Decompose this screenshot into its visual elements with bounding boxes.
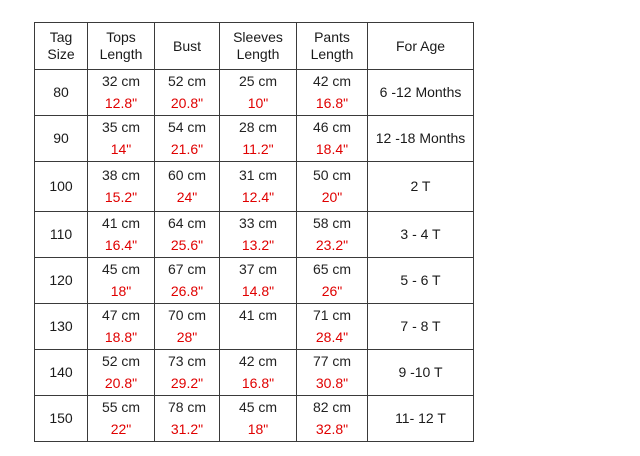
pants-cell	[297, 162, 368, 212]
sleeves-cell	[220, 116, 297, 162]
bust-cm-value: 52 cm	[167, 73, 207, 90]
tag-size-cell: 80	[35, 70, 88, 116]
sleeves-cm-value: 25 cm	[238, 73, 278, 90]
sleeves-cm-value: 45 cm	[238, 399, 278, 416]
table-row	[35, 258, 474, 304]
tops-cm-value: 52 cm	[101, 353, 141, 370]
tops-cell	[88, 116, 155, 162]
table-row	[35, 162, 474, 212]
header-pants-length	[297, 23, 368, 70]
size-chart-table	[34, 22, 474, 442]
pants-cell	[297, 116, 368, 162]
tag-size-cell: 140	[35, 350, 88, 396]
pants-cm-value: 82 cm	[312, 399, 352, 416]
tops-inch-value: 18"	[110, 283, 132, 299]
tops-inch-value: 18.8"	[104, 329, 138, 345]
pants-cell	[297, 212, 368, 258]
bust-cell	[155, 350, 220, 396]
pants-inch-value: 30.8"	[315, 375, 349, 391]
age-cell: 12 -18 Months	[368, 116, 474, 162]
table-row	[35, 70, 474, 116]
sleeves-cell	[220, 162, 297, 212]
tops-cell	[88, 258, 155, 304]
header-text: Tops	[106, 29, 136, 46]
bust-inch-value: 29.2"	[170, 375, 204, 391]
pants-cell	[297, 396, 368, 442]
header-text: Size	[47, 46, 75, 62]
sleeves-inch-value: 18"	[247, 421, 269, 437]
header-text: Tag	[49, 29, 73, 46]
pants-cm-value: 58 cm	[312, 215, 352, 232]
pants-inch-value: 18.4"	[315, 141, 349, 157]
sleeves-inch-value: 10"	[247, 95, 269, 111]
bust-inch-value: 28"	[176, 329, 198, 345]
header-for-age	[368, 23, 474, 70]
sleeves-cell	[220, 396, 297, 442]
sleeves-inch-value: 11.2"	[242, 141, 274, 157]
bust-cm-value: 70 cm	[167, 307, 207, 324]
tag-size-cell: 110	[35, 212, 88, 258]
header-text: Sleeves	[233, 29, 283, 46]
pants-inch-value: 20"	[321, 189, 343, 205]
bust-inch-value: 21.6"	[170, 141, 204, 157]
pants-cell	[297, 70, 368, 116]
tops-cell	[88, 70, 155, 116]
sleeves-cm-value: 31 cm	[238, 167, 278, 184]
header-text: For Age	[395, 37, 446, 54]
bust-inch-value: 24"	[176, 189, 198, 205]
age-cell: 3 - 4 T	[368, 212, 474, 258]
sleeves-inch-value: 16.8"	[241, 375, 275, 391]
pants-cm-value: 77 cm	[312, 353, 352, 370]
sleeves-inch-value: 12.4"	[241, 189, 275, 205]
age-cell: 2 T	[368, 162, 474, 212]
sleeves-cm-value: 41 cm	[238, 307, 278, 324]
tag-size-cell: 150	[35, 396, 88, 442]
sleeves-inch-value: 14.8"	[241, 283, 275, 299]
pants-cell	[297, 304, 368, 350]
tops-inch-value: 15.2"	[104, 189, 138, 205]
header-text: Length	[99, 46, 143, 62]
sleeves-cell	[220, 258, 297, 304]
pants-cm-value: 46 cm	[312, 119, 352, 136]
tops-inch-value: 14"	[110, 141, 132, 157]
table-row	[35, 396, 474, 442]
sleeves-cell	[220, 70, 297, 116]
pants-inch-value: 23.2"	[315, 237, 349, 253]
table-row	[35, 350, 474, 396]
tag-size-cell: 90	[35, 116, 88, 162]
bust-cm-value: 73 cm	[167, 353, 207, 370]
bust-inch-value: 25.6"	[170, 237, 204, 253]
bust-cm-value: 78 cm	[167, 399, 207, 416]
sleeves-cm-value: 37 cm	[238, 261, 278, 278]
tops-cm-value: 41 cm	[101, 215, 141, 232]
sleeves-inch-value	[220, 329, 296, 346]
sleeves-cm-value: 42 cm	[238, 353, 278, 370]
header-tops-length	[88, 23, 155, 70]
pants-cell	[297, 350, 368, 396]
sleeves-cell	[220, 350, 297, 396]
header-row	[35, 23, 474, 70]
bust-cell	[155, 70, 220, 116]
age-cell: 5 - 6 T	[368, 258, 474, 304]
pants-cell	[297, 258, 368, 304]
header-text: Pants	[314, 29, 350, 46]
header-text: Length	[236, 46, 280, 62]
tag-size-cell: 120	[35, 258, 88, 304]
tops-inch-value: 20.8"	[104, 375, 138, 391]
age-cell: 6 -12 Months	[368, 70, 474, 116]
bust-inch-value: 20.8"	[170, 95, 204, 111]
tops-cm-value: 35 cm	[101, 119, 141, 136]
pants-cm-value: 71 cm	[312, 307, 352, 324]
header-bust	[155, 23, 220, 70]
tops-cell	[88, 304, 155, 350]
pants-cm-value: 42 cm	[312, 73, 352, 90]
sleeves-cell	[220, 304, 297, 350]
bust-cm-value: 67 cm	[167, 261, 207, 278]
table-row	[35, 212, 474, 258]
tops-cell	[88, 350, 155, 396]
tops-cm-value: 45 cm	[101, 261, 141, 278]
table-row	[35, 304, 474, 350]
sleeves-cell	[220, 212, 297, 258]
pants-inch-value: 32.8"	[315, 421, 349, 437]
tops-cm-value: 38 cm	[101, 167, 141, 184]
tops-cell	[88, 212, 155, 258]
table-row	[35, 116, 474, 162]
tag-size-cell: 130	[35, 304, 88, 350]
sleeves-inch-value: 13.2"	[241, 237, 275, 253]
header-sleeves-length	[220, 23, 297, 70]
bust-cm-value: 60 cm	[167, 167, 207, 184]
pants-cm-value: 50 cm	[312, 167, 352, 184]
tops-cm-value: 47 cm	[101, 307, 141, 324]
age-cell: 11- 12 T	[368, 396, 474, 442]
bust-cell	[155, 304, 220, 350]
tag-size-cell: 100	[35, 162, 88, 212]
size-chart-body	[35, 70, 474, 442]
header-text: Bust	[172, 37, 201, 54]
header-text: Length	[310, 46, 354, 62]
sleeves-cm-value: 33 cm	[238, 215, 278, 232]
sleeves-cm-value: 28 cm	[238, 119, 278, 136]
pants-cm-value: 65 cm	[312, 261, 352, 278]
bust-cm-value: 64 cm	[167, 215, 207, 232]
bust-cell	[155, 258, 220, 304]
tops-cm-value: 55 cm	[101, 399, 141, 416]
tops-inch-value: 16.4"	[104, 237, 138, 253]
age-cell: 9 -10 T	[368, 350, 474, 396]
bust-cell	[155, 396, 220, 442]
bust-cell	[155, 116, 220, 162]
pants-inch-value: 26"	[321, 283, 343, 299]
bust-cell	[155, 212, 220, 258]
pants-inch-value: 16.8"	[315, 95, 349, 111]
bust-inch-value: 26.8"	[170, 283, 204, 299]
tops-cell	[88, 162, 155, 212]
age-cell: 7 - 8 T	[368, 304, 474, 350]
tops-cell	[88, 396, 155, 442]
header-tag-size	[35, 23, 88, 70]
tops-inch-value: 22"	[110, 421, 132, 437]
bust-inch-value: 31.2"	[170, 421, 204, 437]
bust-cm-value: 54 cm	[167, 119, 207, 136]
bust-cell	[155, 162, 220, 212]
tops-cm-value: 32 cm	[101, 73, 141, 90]
pants-inch-value: 28.4"	[315, 329, 349, 345]
tops-inch-value: 12.8"	[104, 95, 138, 111]
